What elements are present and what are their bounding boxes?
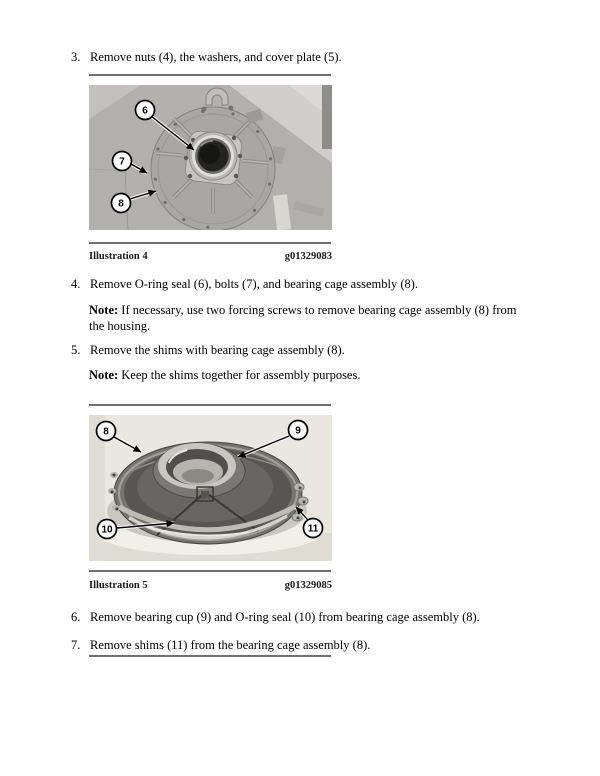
section-end-rule xyxy=(89,655,331,657)
figure1-caption xyxy=(89,251,332,263)
step-3-text: Remove nuts (4), the washers, and cover plate (5). xyxy=(90,50,342,64)
callout-10-marker xyxy=(98,520,117,539)
note-step-4 xyxy=(89,302,521,334)
step-3 xyxy=(71,49,523,65)
step-5 xyxy=(71,342,523,358)
figure1-top-rule xyxy=(89,74,331,76)
callout-8-marker xyxy=(112,194,131,213)
illustration-4-photo xyxy=(89,85,332,230)
svg-text:6: 6 xyxy=(142,105,148,117)
hub-bore xyxy=(184,130,243,186)
figure2-top-rule xyxy=(89,404,331,406)
step-4-text: Remove O-ring seal (6), bolts (7), and bearing cage assembly (8). xyxy=(90,277,419,291)
figure2-caption-ref: g01329085 xyxy=(284,580,332,591)
step-5-number: 5. xyxy=(71,343,81,357)
step-7-number: 7. xyxy=(71,638,81,652)
figure-illustration-4 xyxy=(89,74,332,269)
callout-7-marker xyxy=(113,152,132,171)
svg-text:8: 8 xyxy=(103,426,109,438)
svg-text:11: 11 xyxy=(307,523,319,535)
note-label: Note: xyxy=(89,303,119,317)
figure-illustration-5 xyxy=(89,404,332,599)
figure1-bottom-rule xyxy=(89,242,331,244)
callout-6-marker xyxy=(136,101,155,120)
figure1-caption-label: Illustration 4 xyxy=(89,251,148,262)
step-5-text: Remove the shims with bearing cage assembly (8). xyxy=(90,343,345,357)
step-3-number: 3. xyxy=(71,50,81,64)
figure2-caption-label: Illustration 5 xyxy=(89,580,148,591)
note-text: Keep the shims together for assembly purposes. xyxy=(121,368,361,382)
callout-9-marker xyxy=(289,421,308,440)
figure2-bottom-rule xyxy=(89,570,331,572)
svg-text:10: 10 xyxy=(101,524,113,536)
callout-8b-marker xyxy=(97,422,116,441)
step-6-number: 6. xyxy=(71,610,81,624)
svg-text:8: 8 xyxy=(118,198,124,210)
illustration-5-photo xyxy=(89,415,332,561)
note-step-5 xyxy=(89,367,521,383)
figure2-caption xyxy=(89,580,332,592)
figure1-caption-ref: g01329083 xyxy=(284,251,332,262)
note-label: Note: xyxy=(89,368,119,382)
note-text: If necessary, use two forcing screws to remove bearing cage assembly (8) from the housing. xyxy=(89,303,517,333)
svg-text:7: 7 xyxy=(119,156,125,168)
svg-text:9: 9 xyxy=(295,425,301,437)
step-4-number: 4. xyxy=(71,277,81,291)
callout-11-marker xyxy=(304,519,323,538)
step-7 xyxy=(71,637,523,653)
step-4 xyxy=(71,276,523,292)
step-6-text: Remove bearing cup (9) and O-ring seal (10) from bearing cage assembly (8). xyxy=(90,610,480,624)
step-7-text: Remove shims (11) from the bearing cage assembly (8). xyxy=(90,638,371,652)
step-6 xyxy=(71,609,523,625)
